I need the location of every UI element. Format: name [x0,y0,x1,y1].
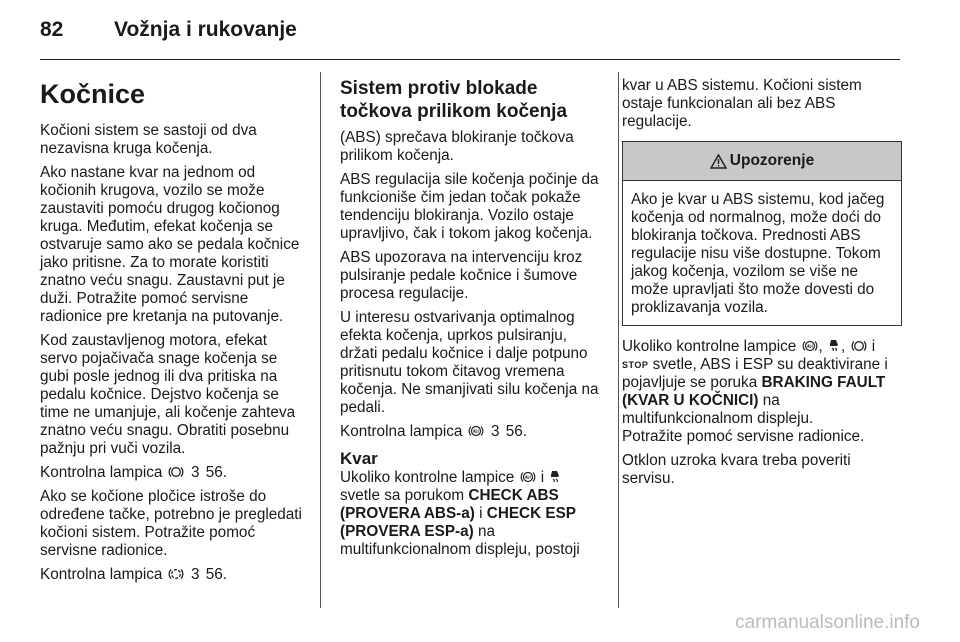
abs-warning-lamp-icon [520,470,536,484]
brake-warning-lamp-icon [168,465,184,479]
paragraph: kvar u ABS sistemu. Kočioni sistem ostaje funkcionalan ali bez ABS regulacije. [622,77,862,130]
paragraph: Otklon uzroka kvara treba poveriti servisu. [622,452,851,487]
warning-triangle-icon [710,154,727,169]
paragraph: Kod zaustavljenog motora, efekat servo pojačivača snage kočenja se gubi posle jednog ili dva pritiska na pedalu kočnice. Dejstvo kočenja se time ne umanjuje, ali kočenje zahteva znatno veću snagu. Obratiti posebnu pažnju pri vuči vozila. [40,332,296,457]
column-divider [320,72,321,608]
column-2 [340,72,606,565]
paragraph: Ukoliko kontrolne lampice , , i STOP svetle, ABS i ESP su deaktivirane i pojavljuje se poruka BRAKING FAULT (KVAR U KOČNICI) na multifunkcionalnom displeju. Potražite pomoć servisne radionice. [622,338,888,445]
paragraph: (ABS) sprečava blokiranje točkova prilikom kočenja. [340,129,574,164]
display-message: CHECK ABS (PROVERA ABS-a) [340,487,559,522]
stop-lamp-label: STOP [622,360,649,370]
esp-skid-car-icon [549,470,561,484]
abs-warning-lamp-icon [802,339,818,353]
lamp-reference: Kontrolna lampica 3 56. [340,423,527,440]
column-1 [40,72,308,590]
warning-title: Upozorenje [729,152,815,169]
paragraph: U interesu ostvarivanja optimalnog efekta kočenja, uprkos pulsiranju, držati pedalu kočnice i dalje potpuno pritisnutu tokom čitavog vremena kočenja. Ne smanjivati silu kočenja na pedali. [340,309,599,416]
brake-pad-wear-icon [168,567,184,581]
lamp-reference: Kontrolna lampica 3 56. [40,566,227,583]
column-divider [618,72,619,608]
paragraph: Ako nastane kvar na jednom od kočionih krugova, vozilo se može zaustaviti pomoću drugog kočionog kruga. Međutim, efekat kočenja se ostvaruje samo ako se pedala kočnice jako pritisne. Za to morate koristiti znatno veću snagu. Zaustavni put je duži. Potražite pomoć servisne radionice pre kretanja na putovanje. [40,164,300,325]
esp-skid-car-icon [828,339,840,353]
paragraph: Kočioni sistem se sastoji od dva nezavisna kruga kočenja. [40,122,257,157]
page-number: 82 [40,18,64,41]
page-reference-arrow-icon: 3 [190,566,200,583]
warning-header [623,142,901,181]
chapter-title: Vožnja i rukovanje [114,18,297,41]
display-message: CHECK ESP (PROVERA ESP-a) [340,505,576,540]
display-message: BRAKING FAULT (KVAR U KOČNICI) [622,374,886,409]
paragraph: Ukoliko kontrolne lampice i svetle sa porukom CHECK ABS (PROVERA ABS-a) i CHECK ESP (PROVERA ESP-a) na multifunkcionalnom displeju, postoji [340,469,580,558]
brake-warning-lamp-icon [851,339,867,353]
abs-warning-lamp-icon [468,424,484,438]
lamp-reference: Kontrolna lampica 3 56. [40,464,227,481]
subheading: Kvar [340,449,378,468]
page-reference-arrow-icon: 3 [490,423,500,440]
header-rule [40,59,900,60]
watermark: carmanualsonline.info [735,612,920,633]
column-3 [622,77,902,494]
page-reference-arrow-icon: 3 [190,464,200,481]
paragraph: Ako se kočione pločice istroše do određene tačke, potrebno je pregledati kočioni sistem. Potražite pomoć servisne radionice. [40,488,302,559]
paragraph: ABS regulacija sile kočenja počinje da funkcioniše čim jedan točak pokaže tendenciju blokiranja. Vozilo ostaje upravljivo, čak i tokom jakog kočenja. [340,171,599,242]
page-link[interactable]: 56. [505,423,527,440]
section-heading: Sistem protiv blokade točkova prilikom kočenja [340,78,568,122]
warning-box [622,141,902,326]
section-heading: Kočnice [40,79,146,109]
page-link[interactable]: 56. [205,566,227,583]
page-link[interactable]: 56. [205,464,227,481]
paragraph: ABS upozorava na intervenciju kroz pulsiranje pedale kočnice i šumove procesa regulacije. [340,249,583,302]
warning-body: Ako je kvar u ABS sistemu, kod jačeg kočenja od normalnog, može doći do blokiranja točkova. Prednosti ABS regulacije nisu više dostupne. Tokom jakog kočenja, vozilom se više ne može upravljati što može dovesti do proklizavanja vozila. [631,191,885,316]
